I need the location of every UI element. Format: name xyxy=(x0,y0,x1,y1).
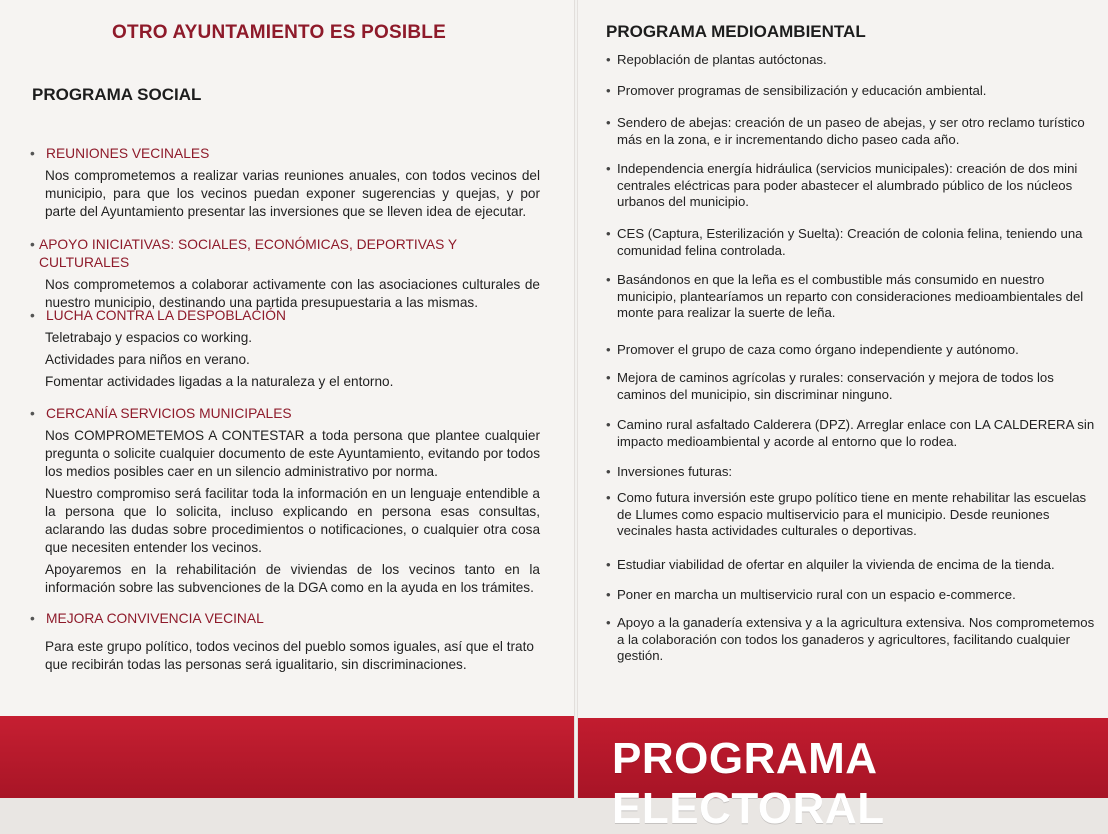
list-item-text: Apoyo a la ganadería extensiva y a la agricultura extensiva. Nos comprometemos a la colaboración con todos los ganaderos y agricultores, facilitando cualquier gestión. xyxy=(617,615,1095,663)
bullet-icon: • xyxy=(606,615,611,630)
bullet-icon: • xyxy=(30,146,35,161)
bullet-icon: • xyxy=(606,490,611,505)
list-item-text: Camino rural asfaltado Calderera (DPZ). Arreglar enlace con LA CALDERERA sin impacto medioambiental y acorde al entorno que lo rodea. xyxy=(617,417,1095,449)
bullet-icon: • xyxy=(30,308,35,323)
list-item xyxy=(606,464,1100,481)
bullet-icon: • xyxy=(30,237,35,252)
bullet-icon: • xyxy=(606,83,611,98)
bullet-icon: • xyxy=(606,417,611,432)
list-item-text: Promover programas de sensibilización y educación ambiental. xyxy=(617,83,987,98)
list-item xyxy=(606,370,1100,403)
list-item xyxy=(606,342,1100,359)
list-item-cercania xyxy=(30,405,540,601)
list-item xyxy=(606,417,1100,450)
item-heading: MEJORA CONVIVENCIA VECINAL xyxy=(46,611,264,626)
list-item xyxy=(606,615,1100,665)
bullet-icon: • xyxy=(606,587,611,602)
bullet-icon: • xyxy=(606,272,611,287)
list-item xyxy=(606,272,1100,322)
item-paragraph: Fomentar actividades ligadas a la naturaleza y el entorno. xyxy=(45,374,394,389)
list-item xyxy=(606,115,1100,148)
list-item xyxy=(606,490,1100,540)
left-page xyxy=(0,0,576,798)
red-band xyxy=(576,718,1108,833)
list-item-text: Repoblación de plantas autóctonas. xyxy=(617,52,827,67)
list-item xyxy=(606,52,1100,69)
list-item-text: Estudiar viabilidad de ofertar en alquiler la vivienda de encima de la tienda. xyxy=(617,557,1055,572)
list-item-text: Poner en marcha un multiservicio rural con un espacio e-commerce. xyxy=(617,587,1016,602)
red-band xyxy=(0,716,576,798)
section-title-social: PROGRAMA SOCIAL xyxy=(32,85,202,104)
list-item-apoyo xyxy=(30,236,540,316)
item-heading: REUNIONES VECINALES xyxy=(46,146,210,161)
list-item xyxy=(606,161,1100,211)
item-heading: LUCHA CONTRA LA DESPOBLACIÓN xyxy=(46,308,286,323)
item-paragraph: Apoyaremos en la rehabilitación de viviendas de los vecinos tanto en la información sobre las subvenciones de la DGA como en la ayuda en los trámites. xyxy=(45,562,540,595)
item-paragraph: Nos COMPROMETEMOS A CONTESTAR a toda persona que plantee cualquier pregunta o solicite cualquier documento de este Ayuntamiento, evitando por todos los medios posibles caer en un silencio administrativo por norma. xyxy=(45,428,540,479)
item-heading: CERCANÍA SERVICIOS MUNICIPALES xyxy=(46,406,292,421)
list-item-text: Promover el grupo de caza como órgano independiente y autónomo. xyxy=(617,342,1019,357)
list-item-convivencia xyxy=(30,610,540,678)
right-page xyxy=(576,0,1108,833)
banner-title: PROGRAMA ELECTORAL xyxy=(612,734,885,833)
list-item-text: Sendero de abejas: creación de un paseo de abejas, y ser otro reclamo turístico más en la zona, e ir incrementando dicho paseo cada año. xyxy=(617,115,1085,147)
bullet-icon: • xyxy=(606,464,611,479)
list-item xyxy=(606,83,1100,100)
bullet-icon: • xyxy=(30,611,35,626)
list-item-text: Mejora de caminos agrícolas y rurales: conservación y mejora de todos los caminos del municipio, sin discriminar ninguno. xyxy=(617,370,1054,402)
list-item-text: CES (Captura, Esterilización y Suelta): Creación de colonia felina, teniendo una comunidad felina controlada. xyxy=(617,226,1083,258)
section-title-medioambiental: PROGRAMA MEDIOAMBIENTAL xyxy=(606,22,866,41)
bullet-icon: • xyxy=(606,370,611,385)
bullet-icon: • xyxy=(606,115,611,130)
bullet-icon: • xyxy=(30,406,35,421)
item-paragraph: Teletrabajo y espacios co working. xyxy=(45,330,253,345)
list-item-text: Como futura inversión este grupo político tiene en mente rehabilitar las escuelas de Llumes como espacio multiservicio para el municipio. Desde reuniones vecinales hasta actividades culturales o deportivas. xyxy=(617,490,1087,538)
list-item xyxy=(606,557,1100,574)
bullet-icon: • xyxy=(606,52,611,67)
list-item xyxy=(606,226,1100,259)
list-item-text: Independencia energía hidráulica (servicios municipales): creación de dos mini centrales eléctricas para poder abastecer el alumbrado público de los núcleos urbanos del municipio. xyxy=(617,161,1078,209)
list-item-text: Basándonos en que la leña es el combustible más consumido en nuestro municipio, plantearíamos un reparto con consideraciones medioambientales del monte para realizar la suerte de leña. xyxy=(617,272,1084,320)
item-paragraph: Nos comprometemos a colaborar activamente con las asociaciones culturales de nuestro municipio, destinando una partida presupuestaria a las mismas. xyxy=(45,277,540,310)
bullet-icon: • xyxy=(606,557,611,572)
list-item-text: Inversiones futuras: xyxy=(617,464,733,479)
item-paragraph: Actividades para niños en verano. xyxy=(45,352,250,367)
page-title: OTRO AYUNTAMIENTO ES POSIBLE xyxy=(112,22,446,43)
bullet-icon: • xyxy=(606,161,611,176)
item-paragraph: Nuestro compromiso será facilitar toda la información en un lenguaje entendible a la persona que lo solicita, incluso explicando en persona esas consultas, aclarando las dudas sobre procedimientos o notificaciones, o cualquier otra cosa que necesiten entender los vecinos. xyxy=(45,486,540,555)
bullet-icon: • xyxy=(606,342,611,357)
item-paragraph: Nos comprometemos a realizar varias reuniones anuales, con todos vecinos del municipio, para que los vecinos puedan exponer sugerencias y quejas, y por parte del Ayuntamiento presentar las inversiones que se lleven idea de ejecutar. xyxy=(45,168,540,219)
list-item-despoblacion xyxy=(30,307,540,395)
item-heading: APOYO INICIATIVAS: SOCIALES, ECONÓMICAS, DEPORTIVAS Y CULTURALES xyxy=(39,237,457,270)
item-paragraph: Para este grupo político, todos vecinos del pueblo somos iguales, así que el trato que recibirán todas las personas será igualitario, sin discriminaciones. xyxy=(45,639,534,672)
list-item xyxy=(606,587,1100,604)
page-fold xyxy=(574,0,578,798)
list-item-reuniones xyxy=(30,145,540,225)
bullet-icon: • xyxy=(606,226,611,241)
